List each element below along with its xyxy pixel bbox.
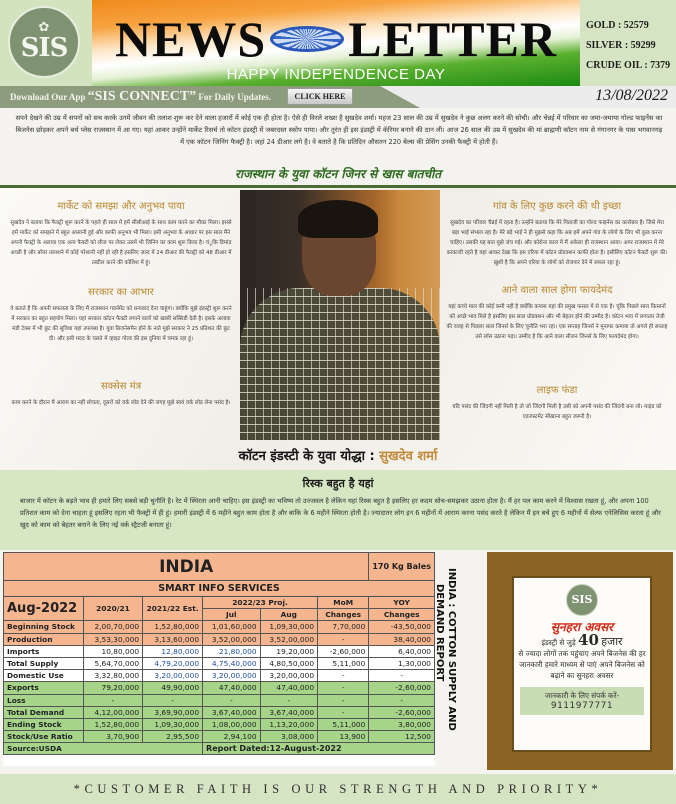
photo-caption — [0, 446, 676, 464]
table-provider: SMART INFO SERVICES — [4, 581, 435, 597]
table-row: Ending Stock 1,52,80,000 1,09,30,000 1,08,00,000 1,13,20,000 5,11,000 3,80,000 — [4, 718, 435, 730]
article-right-column — [442, 188, 672, 422]
newsletter-title — [92, 10, 580, 68]
section-title: सरकार का आभार — [88, 287, 154, 298]
header — [0, 0, 676, 86]
section-title: सक्सेस मंत्र — [100, 381, 142, 392]
report-date: Report Dated:12-August-2022 — [203, 743, 435, 755]
app-promo-text — [10, 89, 271, 105]
section-body: यदि पसंद की जिंदगी नहीं मिली है तो जो जिंदगी मिली है उसी को अपनी पसंद की जिंदगी बना लो। माइंड को एडजस्टमेंट सीखाना बहुत जरूरी है। — [452, 404, 662, 420]
table-row: Beginning Stock 2,00,70,000 1,52,80,000 1,01,60,000 1,09,30,000 7,70,000 -43,50,000 — [4, 621, 435, 633]
col-2020-21: 2020/21 — [83, 597, 142, 621]
table-row: Total Demand 4,12,00,000 3,69,90,000 3,67,40,000 3,67,40,000 - -2,60,000 — [4, 706, 435, 718]
caption-prefix: कॉटन इंडस्टी के युवा योद्धा : — [238, 449, 375, 464]
sis-logo — [8, 6, 80, 78]
logo-area — [0, 0, 92, 86]
table-period: Aug-2022 — [4, 597, 84, 621]
section-title: लाइफ फंडा — [536, 385, 578, 396]
ad-headline: इंडस्ट्री से जुड़े 40 हजार — [541, 631, 623, 649]
banner-subtitle: HAPPY INDEPENDENCE DAY — [226, 66, 446, 83]
advertisement — [487, 552, 673, 770]
cotton-flower-icon: ✿ — [38, 20, 50, 35]
article-left-column — [6, 188, 236, 408]
title-news: NEWS — [114, 11, 267, 67]
hair — [298, 200, 378, 238]
crude-oil-price: CRUDE OIL : 7379 — [586, 60, 671, 71]
gold-price: GOLD : 52579 — [586, 20, 649, 31]
col-2022-23-proj: 2022/23 Proj. — [203, 597, 318, 609]
table-country: INDIA — [4, 553, 369, 581]
issue-date: 13/08/2022 — [595, 87, 668, 104]
app-promo-suffix: For Daily Updates. — [198, 92, 271, 102]
tricolor-banner — [92, 0, 580, 86]
ashoka-chakra-icon — [270, 26, 344, 52]
section-body: सुखदेव का परिवार चैन्नई में रहता है। उन्होंने बताया कि मेरे पिताजी का गोल्ड फाइनेंस का कारोबार है। जिसे मेरा बड़ा भाई संभाल रहा है। मेरे बड़े भाई ने ही मुझसे कहा कि अब हमें अपने गांव के लोगों के लिए भी कुछ करना चाहिए। उसकी यह बात मुझे जंच गई। और कोरोना काल में मैं अकेला ही राजस्थान आया। अपर राजस्थान में मेरे काकाजी रहते है यहां आकर देखा कि इस एरिया में कॉटन प्रोडक्शन काफी होता है। इसीलिए कॉटन फैक्टी शुरू की। खुशी है कि अपने एरिया के लोगों को रोजगार देने में सफल रहा हूं। — [446, 220, 668, 266]
table-unit: 170 Kg Bales — [369, 553, 435, 581]
ad-card — [512, 576, 652, 752]
caption-name: सुखदेव शर्मा — [379, 449, 438, 464]
table-source: Source:USDA — [4, 743, 203, 755]
ad-contact-box — [520, 687, 644, 715]
risk-body: बाजार में कॉटन के बढ़ते भाव ही हमारे लिए सबसे बड़ी चुनौति है। रेट में स्थिरता आनी चाहिए। इस इंडस्ट्री का भविष्य तो उज्जवल है लेकिन यहां रिस्क बहुत है इसलिए हर कदम सोच-समझकर उठाना होता है। मैं हर पल काम करने में विश्वास रखता हूं, और अपना 100 प्रतिशत काम को देना चाहता हूं इसलिए रहता भी फैक्ट्री में ही हूं। हमारी इंडस्ट्री में 6 महीने बहुत काम होता है और बाकि के 6 महीने स्थिरता होती है। ज्यादातर लोग इन 6 महीनों में आराम करना पसंद करते है लेकिन मैं इन बचे हुए 6 महीनों में सेल्फ एनेलिसिस करता हूं और खुद को काम को बेहतर बनाने के लिए नई वर्क स्ट्रैटजी बनाता हूं। — [20, 497, 661, 529]
table-footer-row — [4, 743, 435, 755]
side-title-line2: DEMAND REPORT — [434, 584, 445, 682]
portrait-photo — [240, 190, 440, 440]
section-body: सुखदेव ने बताया कि फैक्ट्री शुरू करने के पहले ही साल में हमें सीसीआई के साथ काम करने का मौका मिला। इससे हमें मार्केट को समझने में बहुत आसानी हुई और काफी अनुभव भी मिला। इसी अनुभव के आधार पर इस साल मैंने अपनी फैक्ट्री के अलावा एक अन्य फैक्टी को लीज पर लेकर उसमें भी जिनिंग का काम शुरू किया है। चंूकि डिमांड अच्छी है और बाॅयर तलाशने में कोई परेशानी नहीं हो रही है इसलिए जल्द में 24 डीआर की फैक्ट्री को 48 डीआर में तब्दील करने की कोशिश में हूं। — [10, 220, 232, 266]
section-body: काम करने के दौरान मैं आराम का नहीं सोचता, दूसरों को वर्क लोड देने की जगह मुझे स्वयं वर्क लोड लेना पसंद है। — [11, 400, 231, 406]
checked-shirt — [240, 288, 440, 440]
table-row: Domestic Use 3,32,80,000 3,20,00,000 3,20,00,000 3,20,00,000 - - — [4, 670, 435, 682]
sis-logo-small: SIS — [566, 584, 598, 616]
table-row: Total Supply 5,64,70,000 4,79,20,000 4,75,40,000 4,80,50,000 5,11,000 1,30,000 — [4, 657, 435, 669]
col-mom-changes: Changes — [318, 609, 369, 621]
col-yoy: YOY — [369, 597, 435, 609]
app-name: “SIS CONNECT” — [87, 89, 197, 104]
cotton-report-table — [3, 552, 435, 766]
table-row: Loss - - - - - - — [4, 694, 435, 706]
table-row: Production 3,53,30,000 3,13,60,000 3,52,00,000 3,52,00,000 - 38,40,000 — [4, 633, 435, 645]
table-row: Imports 10,80,000 12,80,000 21,80,000 19,20,000 -2,60,000 6,40,000 — [4, 645, 435, 657]
col-yoy-changes: Changes — [369, 609, 435, 621]
intro-paragraph: सपने देखने की उम्र में सपनों को सच करके उनमें जीवन की तलाश शुरू कर देने वाला हजारों में कोई एक ही होता है। ऐसे ही विरले शख्श है सुखदेव शर्मा। महज 23 साल की उम्र में सुखदेव ने कुछ अलग करने की सोची। और चेन्नई में परिवार का जमा-जमाया गोल्ड फाइनेंस का बिजनेस छोड़कर अपने बर्थ प्लेस राजस्थान में आ गए। यहां आकर उन्होंने मार्केट रिसर्च तो कॉटन इंडस्ट्री में जबरदस्त स्कोप पाया। और तुरंत ही इस इंडस्ट्री में कॅरियर बनाने की ठान ली। आज 26 साल की उम्र में सुखदेव की मां ब्राह्मणी कॉटन नाम से गंगानगर के पास भगवानगढ़ में एक कॉटन जिनिंग फैक्ट्री है। जहां 24 डीआर लगे है। वे बताते है कि प्रतिदिन औसतन 220 बेल्स की प्रेसिंग उनकी फैक्ट्री में होती हैं। — [15, 114, 663, 146]
risk-title: रिस्क बहुत है यहां — [302, 477, 374, 490]
ad-count: 40 — [578, 631, 599, 649]
click-here-button[interactable]: CLICK HERE — [287, 88, 353, 105]
side-title-line1: INDIA : COTTON SUPPLY AND — [446, 568, 457, 731]
section-title: गांव के लिए कुछ करने की थी इच्छा — [492, 201, 622, 212]
silver-price: SILVER : 59299 — [586, 40, 656, 51]
logo-text: SIS — [20, 33, 68, 63]
col-mom: MoM — [318, 597, 369, 609]
app-promo-prefix: Download Our App — [10, 92, 86, 102]
section-body: वे बताते हैं कि अपनी सफलता के लिए मैं राजस्थान गवर्नमेंट को धन्यवाद देना चाहूंगा। क्योंकि मुझे इंडस्ट्री शुरू करने में सरकार का बहुत सहयोग मिला। यहां सरकार कॉटन फैक्टी लगाने वालों को खासी सब्सिडी देती है। इसके अलावा मंडी टेक्स में भी छूट की सुविधा यहां उपलब्ध है। युवा बिजनेसमैन होने के नाते मुझे सरकार ने 25 प्रतिशत की छूट दी। और इसी मदद के चलते में व्हाइट गोल्ड की इस दुनिया में चमक रहा हूं। — [10, 306, 232, 342]
section-title: आने वाला साल होगा फायदेमंद — [501, 285, 613, 296]
table-row: Stock/Use Ratio 3,70,900 2,95,500 2,94,100 3,08,000 13,900 12,500 — [4, 731, 435, 743]
col-jul: Jul — [203, 609, 261, 621]
ad-title: सुनहरा अवसर — [550, 620, 614, 634]
title-letter: LETTER — [348, 11, 558, 67]
risk-section — [0, 470, 676, 550]
contact-label: जानकारी के लिए संपर्क करें- — [544, 691, 620, 700]
col-aug: Aug — [260, 609, 318, 621]
app-promo-bar — [0, 86, 676, 108]
section-body: यहां कच्चे माल की कोई कमी नहीं है क्योंकि कपास यहां की प्रमुख फसल में से एक है। चूंकि पिछले साल किसानों को अच्छे भाव मिले है इसलिए इस साल प्रोडक्शन और भी बेहतर होने की उम्मीद है। कॉटन भाव में लगातार तेजी की वजह से पिछला साल जिनर्स के लिए चुनौति भरा रहा। एक सप्ताह जिनर्स ने मुनाफा कमाया तो अगले ही सप्ताह उसे लॉस उठाना पड़ा। उम्मीद है कि आने वाला सीजन जिनर्स के लिए फायदेमंद होगा। — [446, 304, 668, 340]
col-2021-22: 2021/22 Est. — [143, 597, 203, 621]
footer-tagline: *CUSTOMER FAITH IS OUR STRENGTH AND PRIORITY* — [0, 774, 676, 804]
table-row: Exports 79,20,000 49,90,000 47,40,000 47,40,000 - -2,60,000 — [4, 682, 435, 694]
report-side-title — [434, 568, 462, 768]
ad-body: से ज्यादा लोगों तक पहुंचाए अपने बिजनेस की हर जानकारी हमारे माध्यम से पाएं अपने बिजनेस को बढ़ाने का सुनहरा अवसर — [518, 649, 646, 680]
commodity-prices — [586, 16, 670, 76]
contact-phone[interactable]: 9111977771 — [550, 701, 614, 711]
section-title: मार्केट को समझा और अनुभव पाया — [57, 201, 185, 212]
interview-heading: राजस्थान के युवा कॉटन जिनर से खास बातचीत — [234, 167, 442, 181]
